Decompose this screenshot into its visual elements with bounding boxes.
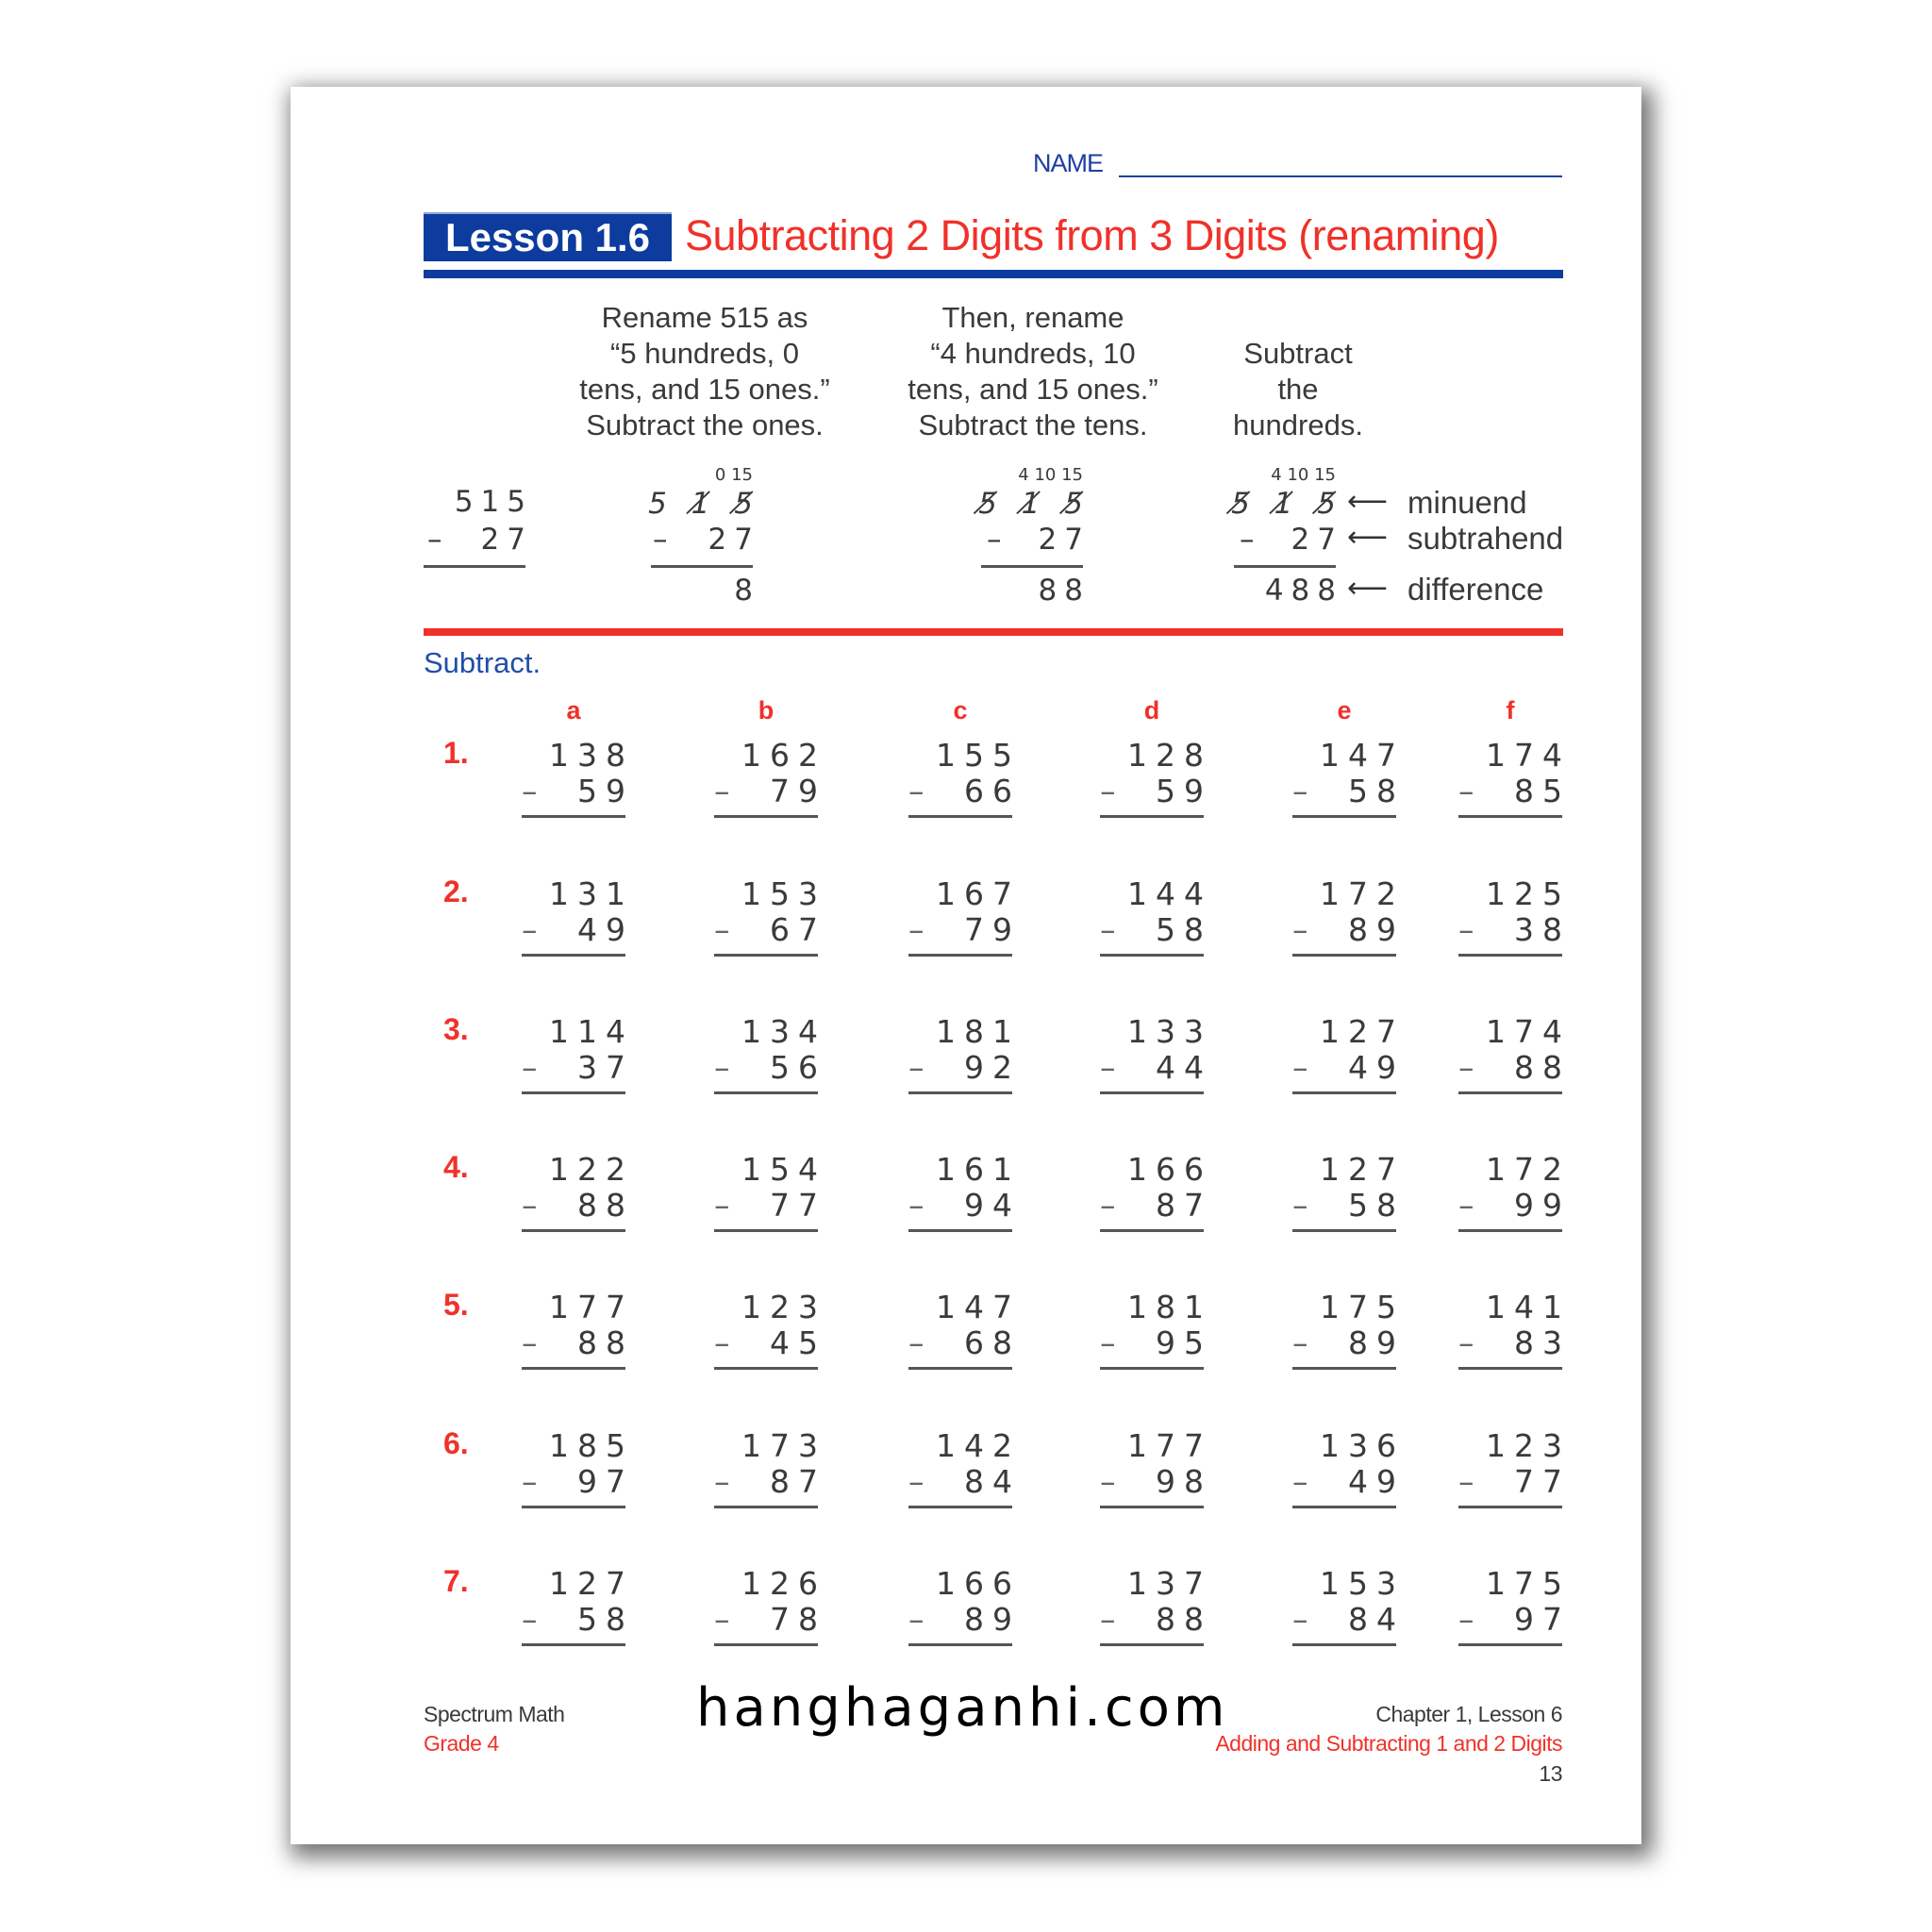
footer-book-title: Spectrum Math bbox=[424, 1702, 565, 1726]
subtraction-problem bbox=[714, 1427, 826, 1504]
column-letter: e bbox=[1337, 696, 1352, 724]
subtraction-problem bbox=[1100, 1289, 1212, 1365]
answer-line[interactable] bbox=[1100, 1091, 1204, 1094]
example-subtrahend: 27 bbox=[1038, 523, 1091, 557]
example-rule bbox=[1234, 565, 1336, 568]
problem-subtrahend: 88 bbox=[577, 1187, 634, 1224]
left-arrow-icon: ⟵ bbox=[1347, 572, 1389, 605]
example-subtrahend: 27 bbox=[1291, 523, 1343, 557]
answer-line[interactable] bbox=[522, 1506, 625, 1508]
answer-line[interactable] bbox=[1100, 1367, 1204, 1370]
problem-minuend: 162 bbox=[741, 737, 826, 774]
step-text-line: “5 hundreds, 0 bbox=[610, 337, 799, 370]
example-subtrahend: 27 bbox=[480, 523, 533, 557]
problem-minuend: 147 bbox=[936, 1289, 1021, 1325]
answer-line[interactable] bbox=[1292, 815, 1396, 818]
answer-line[interactable] bbox=[522, 1367, 625, 1370]
footer-chapter-title: Adding and Subtracting 1 and 2 Digits bbox=[1215, 1731, 1562, 1756]
answer-line[interactable] bbox=[1100, 815, 1204, 818]
problem-subtrahend: 79 bbox=[770, 773, 826, 809]
problem-minuend: 153 bbox=[741, 875, 826, 912]
subtraction-problem bbox=[1458, 1427, 1571, 1504]
subtraction-problem bbox=[522, 1565, 634, 1641]
row-label: 2. bbox=[443, 874, 469, 908]
minus-sign: – bbox=[1458, 911, 1474, 948]
problem-subtrahend: 88 bbox=[577, 1324, 634, 1361]
footer-chapter: Chapter 1, Lesson 6 bbox=[1375, 1702, 1562, 1726]
exercise-instruction: Subtract. bbox=[424, 646, 541, 679]
minus-sign: – bbox=[908, 1463, 924, 1500]
problem-minuend: 177 bbox=[549, 1289, 634, 1325]
problem-minuend: 166 bbox=[1127, 1151, 1212, 1188]
problem-subtrahend: 58 bbox=[1348, 773, 1405, 809]
subtraction-problem bbox=[908, 737, 1021, 813]
minus-sign: – bbox=[1292, 1187, 1308, 1224]
answer-line[interactable] bbox=[908, 1643, 1012, 1646]
problem-subtrahend: 89 bbox=[1348, 1324, 1405, 1361]
subtraction-problem bbox=[522, 1289, 634, 1365]
minus-sign: – bbox=[522, 773, 538, 809]
problem-subtrahend: 99 bbox=[1514, 1187, 1571, 1224]
minus-sign: – bbox=[908, 773, 924, 809]
row-label: 3. bbox=[443, 1012, 469, 1046]
example-minuend-crossed: 5̸ 1̸ 5̸ bbox=[1231, 487, 1343, 521]
subtraction-problem bbox=[1458, 1289, 1571, 1365]
problem-minuend: 181 bbox=[1127, 1289, 1212, 1325]
answer-line[interactable] bbox=[1458, 815, 1562, 818]
minus-sign: – bbox=[1292, 911, 1308, 948]
subtraction-problem bbox=[1100, 875, 1212, 952]
subtraction-problem bbox=[522, 737, 634, 813]
answer-line[interactable] bbox=[522, 954, 625, 957]
problem-minuend: 136 bbox=[1320, 1427, 1405, 1464]
problem-minuend: 142 bbox=[936, 1427, 1021, 1464]
subtraction-problem bbox=[908, 1427, 1021, 1504]
subtraction-problem bbox=[714, 1289, 826, 1365]
footer-grade: Grade 4 bbox=[424, 1731, 499, 1756]
problem-subtrahend: 77 bbox=[770, 1187, 826, 1224]
problem-subtrahend: 83 bbox=[1514, 1324, 1571, 1361]
subtrahend-label: subtrahend bbox=[1407, 521, 1564, 556]
problem-minuend: 134 bbox=[741, 1013, 826, 1050]
row-label: 5. bbox=[443, 1288, 469, 1322]
problem-subtrahend: 59 bbox=[1156, 773, 1212, 809]
minus-sign: – bbox=[908, 1601, 924, 1638]
example-rule bbox=[651, 565, 753, 568]
problem-minuend: 133 bbox=[1127, 1013, 1212, 1050]
problem-subtrahend: 89 bbox=[964, 1601, 1021, 1638]
subtraction-problem bbox=[1292, 1289, 1405, 1365]
minus-sign: – bbox=[1100, 1601, 1116, 1638]
minus-sign: – bbox=[1458, 1601, 1474, 1638]
problem-minuend: 173 bbox=[741, 1427, 826, 1464]
minus-sign: – bbox=[522, 911, 538, 948]
answer-line[interactable] bbox=[1458, 1643, 1562, 1646]
minus-sign: – bbox=[1292, 1601, 1308, 1638]
minus-sign: – bbox=[522, 1049, 538, 1086]
answer-line[interactable] bbox=[714, 954, 818, 957]
subtraction-problem bbox=[1292, 1427, 1405, 1504]
example-original bbox=[424, 481, 533, 604]
problem-minuend: 147 bbox=[1320, 737, 1405, 774]
problem-minuend: 127 bbox=[1320, 1151, 1405, 1188]
example-rule bbox=[424, 565, 525, 568]
subtraction-problem bbox=[522, 1013, 634, 1090]
problem-minuend: 185 bbox=[549, 1427, 634, 1464]
minus-sign: – bbox=[653, 523, 668, 557]
minus-sign: – bbox=[908, 1324, 924, 1361]
row-label: 1. bbox=[443, 736, 469, 770]
row-label: 7. bbox=[443, 1564, 469, 1598]
problem-subtrahend: 79 bbox=[964, 911, 1021, 948]
example-minuend: 515 bbox=[454, 485, 533, 519]
problem-subtrahend: 38 bbox=[1514, 911, 1571, 948]
answer-line[interactable] bbox=[1458, 954, 1562, 957]
problem-subtrahend: 87 bbox=[1156, 1187, 1212, 1224]
answer-line[interactable] bbox=[714, 1229, 818, 1232]
problem-subtrahend: 58 bbox=[1156, 911, 1212, 948]
problem-minuend: 175 bbox=[1320, 1289, 1405, 1325]
lesson-title: Subtracting 2 Digits from 3 Digits (renaming) bbox=[685, 211, 1499, 259]
problem-minuend: 123 bbox=[741, 1289, 826, 1325]
page-number: 13 bbox=[1539, 1761, 1562, 1786]
section-divider bbox=[424, 628, 1563, 636]
minus-sign: – bbox=[908, 1049, 924, 1086]
problem-minuend: 137 bbox=[1127, 1565, 1212, 1602]
answer-line[interactable] bbox=[908, 1091, 1012, 1094]
subtraction-problem bbox=[908, 1289, 1021, 1365]
answer-line[interactable] bbox=[908, 1229, 1012, 1232]
minus-sign: – bbox=[522, 1601, 538, 1638]
example-renamed-digits: 4 10 15 bbox=[1271, 465, 1336, 485]
answer-line[interactable] bbox=[1100, 1643, 1204, 1646]
step-text-line: Then, rename bbox=[941, 301, 1124, 334]
subtraction-problem bbox=[1458, 1013, 1571, 1090]
minus-sign: – bbox=[1292, 773, 1308, 809]
minus-sign: – bbox=[1292, 1049, 1308, 1086]
minus-sign: – bbox=[1240, 523, 1255, 557]
step-text-line: tens, and 15 ones.” bbox=[908, 373, 1158, 406]
minus-sign: – bbox=[1100, 773, 1116, 809]
minus-sign: – bbox=[714, 773, 730, 809]
column-letter: a bbox=[566, 696, 581, 724]
problem-subtrahend: 98 bbox=[1156, 1463, 1212, 1500]
problem-minuend: 125 bbox=[1486, 875, 1571, 912]
subtraction-problem bbox=[714, 1013, 826, 1090]
problem-minuend: 175 bbox=[1486, 1565, 1571, 1602]
step-text-line: Rename 515 as bbox=[601, 301, 808, 334]
step-3-instructions bbox=[1147, 336, 1449, 443]
problem-subtrahend: 68 bbox=[964, 1324, 1021, 1361]
minus-sign: – bbox=[714, 911, 730, 948]
subtraction-problem bbox=[908, 1151, 1021, 1227]
minus-sign: – bbox=[1458, 1324, 1474, 1361]
minus-sign: – bbox=[714, 1324, 730, 1361]
problem-subtrahend: 58 bbox=[1348, 1187, 1405, 1224]
example-renamed-digits: 0 15 bbox=[714, 465, 753, 485]
problem-subtrahend: 78 bbox=[770, 1601, 826, 1638]
answer-line[interactable] bbox=[522, 1091, 625, 1094]
problem-subtrahend: 66 bbox=[964, 773, 1021, 809]
answer-line[interactable] bbox=[908, 1367, 1012, 1370]
subtraction-problem bbox=[1458, 1565, 1571, 1641]
minus-sign: – bbox=[987, 523, 1002, 557]
answer-line[interactable] bbox=[1458, 1506, 1562, 1508]
problem-subtrahend: 97 bbox=[1514, 1601, 1571, 1638]
problem-minuend: 181 bbox=[936, 1013, 1021, 1050]
answer-line[interactable] bbox=[522, 1229, 625, 1232]
problem-subtrahend: 89 bbox=[1348, 911, 1405, 948]
left-arrow-icon: ⟵ bbox=[1347, 485, 1389, 518]
subtraction-problem bbox=[1100, 1151, 1212, 1227]
row-label: 4. bbox=[443, 1150, 469, 1184]
minus-sign: – bbox=[1100, 1049, 1116, 1086]
example-rule bbox=[981, 565, 1083, 568]
problem-subtrahend: 49 bbox=[577, 911, 634, 948]
answer-line[interactable] bbox=[522, 815, 625, 818]
problem-subtrahend: 87 bbox=[770, 1463, 826, 1500]
subtraction-problem bbox=[522, 1427, 634, 1504]
step-1-instructions bbox=[554, 300, 856, 443]
subtraction-problem bbox=[522, 875, 634, 952]
step-text-line: hundreds. bbox=[1233, 408, 1363, 441]
problem-subtrahend: 85 bbox=[1514, 773, 1571, 809]
problem-subtrahend: 97 bbox=[577, 1463, 634, 1500]
minuend-label: minuend bbox=[1407, 485, 1527, 520]
answer-line[interactable] bbox=[522, 1643, 625, 1646]
answer-line[interactable] bbox=[714, 1643, 818, 1646]
problem-minuend: 127 bbox=[549, 1565, 634, 1602]
problem-minuend: 174 bbox=[1486, 737, 1571, 774]
answer-line[interactable] bbox=[1292, 1367, 1396, 1370]
minus-sign: – bbox=[427, 523, 442, 557]
subtraction-problem bbox=[1292, 737, 1405, 813]
minus-sign: – bbox=[1100, 1187, 1116, 1224]
subtraction-problem bbox=[1458, 737, 1571, 813]
problem-subtrahend: 94 bbox=[964, 1187, 1021, 1224]
name-label: NAME bbox=[1033, 149, 1104, 177]
answer-line[interactable] bbox=[714, 1091, 818, 1094]
problem-subtrahend: 49 bbox=[1348, 1463, 1405, 1500]
example-minuend-crossed: 5̸ 1̸ 5̸ bbox=[978, 487, 1091, 521]
problem-minuend: 172 bbox=[1320, 875, 1405, 912]
minus-sign: – bbox=[1292, 1324, 1308, 1361]
problem-minuend: 127 bbox=[1320, 1013, 1405, 1050]
answer-line[interactable] bbox=[1458, 1091, 1562, 1094]
problem-minuend: 153 bbox=[1320, 1565, 1405, 1602]
example-renamed-digits: 4 10 15 bbox=[1018, 465, 1083, 485]
minus-sign: – bbox=[1458, 1187, 1474, 1224]
answer-line[interactable] bbox=[908, 954, 1012, 957]
problem-minuend: 155 bbox=[936, 737, 1021, 774]
header-divider bbox=[424, 270, 1563, 278]
problem-subtrahend: 92 bbox=[964, 1049, 1021, 1086]
example-difference: 8 bbox=[734, 574, 760, 608]
left-arrow-icon: ⟵ bbox=[1347, 521, 1389, 554]
answer-line[interactable] bbox=[714, 1506, 818, 1508]
minus-sign: – bbox=[714, 1187, 730, 1224]
problem-subtrahend: 44 bbox=[1156, 1049, 1212, 1086]
step-text-line: Subtract the ones. bbox=[586, 408, 824, 441]
subtraction-problem bbox=[1292, 1013, 1405, 1090]
minus-sign: – bbox=[1458, 1049, 1474, 1086]
minus-sign: – bbox=[908, 911, 924, 948]
problem-minuend: 172 bbox=[1486, 1151, 1571, 1188]
problem-minuend: 161 bbox=[936, 1151, 1021, 1188]
minus-sign: – bbox=[522, 1463, 538, 1500]
problem-minuend: 131 bbox=[549, 875, 634, 912]
step-text-line: tens, and 15 ones.” bbox=[579, 373, 830, 406]
problem-minuend: 123 bbox=[1486, 1427, 1571, 1464]
subtraction-problem bbox=[714, 737, 826, 813]
minus-sign: – bbox=[714, 1049, 730, 1086]
answer-line[interactable] bbox=[1100, 1229, 1204, 1232]
subtraction-problem bbox=[714, 875, 826, 952]
problem-minuend: 126 bbox=[741, 1565, 826, 1602]
answer-line[interactable] bbox=[1458, 1229, 1562, 1232]
subtraction-problem bbox=[1100, 1013, 1212, 1090]
subtraction-problem bbox=[714, 1151, 826, 1227]
problem-subtrahend: 67 bbox=[770, 911, 826, 948]
answer-line[interactable] bbox=[1100, 954, 1204, 957]
problem-minuend: 177 bbox=[1127, 1427, 1212, 1464]
difference-label: difference bbox=[1407, 572, 1544, 607]
problem-minuend: 128 bbox=[1127, 737, 1212, 774]
minus-sign: – bbox=[714, 1601, 730, 1638]
problem-subtrahend: 84 bbox=[964, 1463, 1021, 1500]
lesson-badge: Lesson 1.6 bbox=[424, 212, 672, 261]
minus-sign: – bbox=[1100, 1463, 1116, 1500]
subtraction-problem bbox=[908, 875, 1021, 952]
answer-line[interactable] bbox=[1100, 1506, 1204, 1508]
answer-line[interactable] bbox=[908, 815, 1012, 818]
minus-sign: – bbox=[1100, 911, 1116, 948]
problem-minuend: 141 bbox=[1486, 1289, 1571, 1325]
subtraction-problem bbox=[714, 1565, 826, 1641]
problem-subtrahend: 45 bbox=[770, 1324, 826, 1361]
problem-subtrahend: 95 bbox=[1156, 1324, 1212, 1361]
subtraction-problem bbox=[1292, 1565, 1405, 1641]
problem-subtrahend: 59 bbox=[577, 773, 634, 809]
subtraction-problem bbox=[1458, 875, 1571, 952]
step-text-line: Subtract bbox=[1243, 337, 1353, 370]
problem-minuend: 122 bbox=[549, 1151, 634, 1188]
step-text-line: “4 hundreds, 10 bbox=[930, 337, 1136, 370]
minus-sign: – bbox=[1458, 773, 1474, 809]
example-minuend-crossed: 5 1̸ 5̸ bbox=[648, 487, 760, 521]
answer-line[interactable] bbox=[714, 1367, 818, 1370]
subtraction-problem bbox=[1292, 1151, 1405, 1227]
problem-subtrahend: 56 bbox=[770, 1049, 826, 1086]
answer-line[interactable] bbox=[1292, 1229, 1396, 1232]
problem-minuend: 114 bbox=[549, 1013, 634, 1050]
subtraction-problem bbox=[1458, 1151, 1571, 1227]
minus-sign: – bbox=[1100, 1324, 1116, 1361]
answer-line[interactable] bbox=[1292, 954, 1396, 957]
minus-sign: – bbox=[714, 1463, 730, 1500]
example-difference: 88 bbox=[1038, 574, 1091, 608]
example-step-1 bbox=[648, 462, 760, 613]
problem-minuend: 154 bbox=[741, 1151, 826, 1188]
problem-minuend: 138 bbox=[549, 737, 634, 774]
problem-subtrahend: 88 bbox=[1514, 1049, 1571, 1086]
answer-line[interactable] bbox=[1458, 1367, 1562, 1370]
problem-subtrahend: 88 bbox=[1156, 1601, 1212, 1638]
minus-sign: – bbox=[1458, 1463, 1474, 1500]
subtraction-problem bbox=[908, 1013, 1021, 1090]
problem-subtrahend: 49 bbox=[1348, 1049, 1405, 1086]
problem-subtrahend: 84 bbox=[1348, 1601, 1405, 1638]
example-step-3 bbox=[1231, 462, 1343, 613]
answer-line[interactable] bbox=[714, 815, 818, 818]
problem-minuend: 174 bbox=[1486, 1013, 1571, 1050]
minus-sign: – bbox=[1292, 1463, 1308, 1500]
column-letter: f bbox=[1506, 696, 1515, 724]
problem-minuend: 167 bbox=[936, 875, 1021, 912]
watermark: hanghaganhi.com bbox=[696, 1677, 1229, 1739]
subtraction-problem bbox=[1292, 875, 1405, 952]
subtraction-problem bbox=[1100, 1565, 1212, 1641]
problem-subtrahend: 58 bbox=[577, 1601, 634, 1638]
column-letter: d bbox=[1143, 696, 1160, 724]
name-field-line bbox=[1119, 175, 1562, 177]
step-text-line: the bbox=[1277, 373, 1319, 406]
column-letter: c bbox=[953, 696, 968, 724]
minus-sign: – bbox=[522, 1324, 538, 1361]
row-label: 6. bbox=[443, 1426, 469, 1460]
subtraction-problem bbox=[1100, 737, 1212, 813]
subtraction-problem bbox=[522, 1151, 634, 1227]
problem-minuend: 166 bbox=[936, 1565, 1021, 1602]
answer-line[interactable] bbox=[1292, 1643, 1396, 1646]
column-letter: b bbox=[758, 696, 774, 724]
subtraction-problem bbox=[908, 1565, 1021, 1641]
answer-line[interactable] bbox=[1292, 1506, 1396, 1508]
example-subtrahend: 27 bbox=[708, 523, 760, 557]
problem-subtrahend: 77 bbox=[1514, 1463, 1571, 1500]
answer-line[interactable] bbox=[908, 1506, 1012, 1508]
answer-line[interactable] bbox=[1292, 1091, 1396, 1094]
problem-subtrahend: 37 bbox=[577, 1049, 634, 1086]
example-difference: 488 bbox=[1264, 574, 1343, 608]
minus-sign: – bbox=[908, 1187, 924, 1224]
problem-minuend: 144 bbox=[1127, 875, 1212, 912]
subtraction-problem bbox=[1100, 1427, 1212, 1504]
example-step-2 bbox=[978, 462, 1091, 613]
step-2-instructions bbox=[882, 300, 1184, 443]
step-text-line: Subtract the tens. bbox=[918, 408, 1148, 441]
minus-sign: – bbox=[522, 1187, 538, 1224]
